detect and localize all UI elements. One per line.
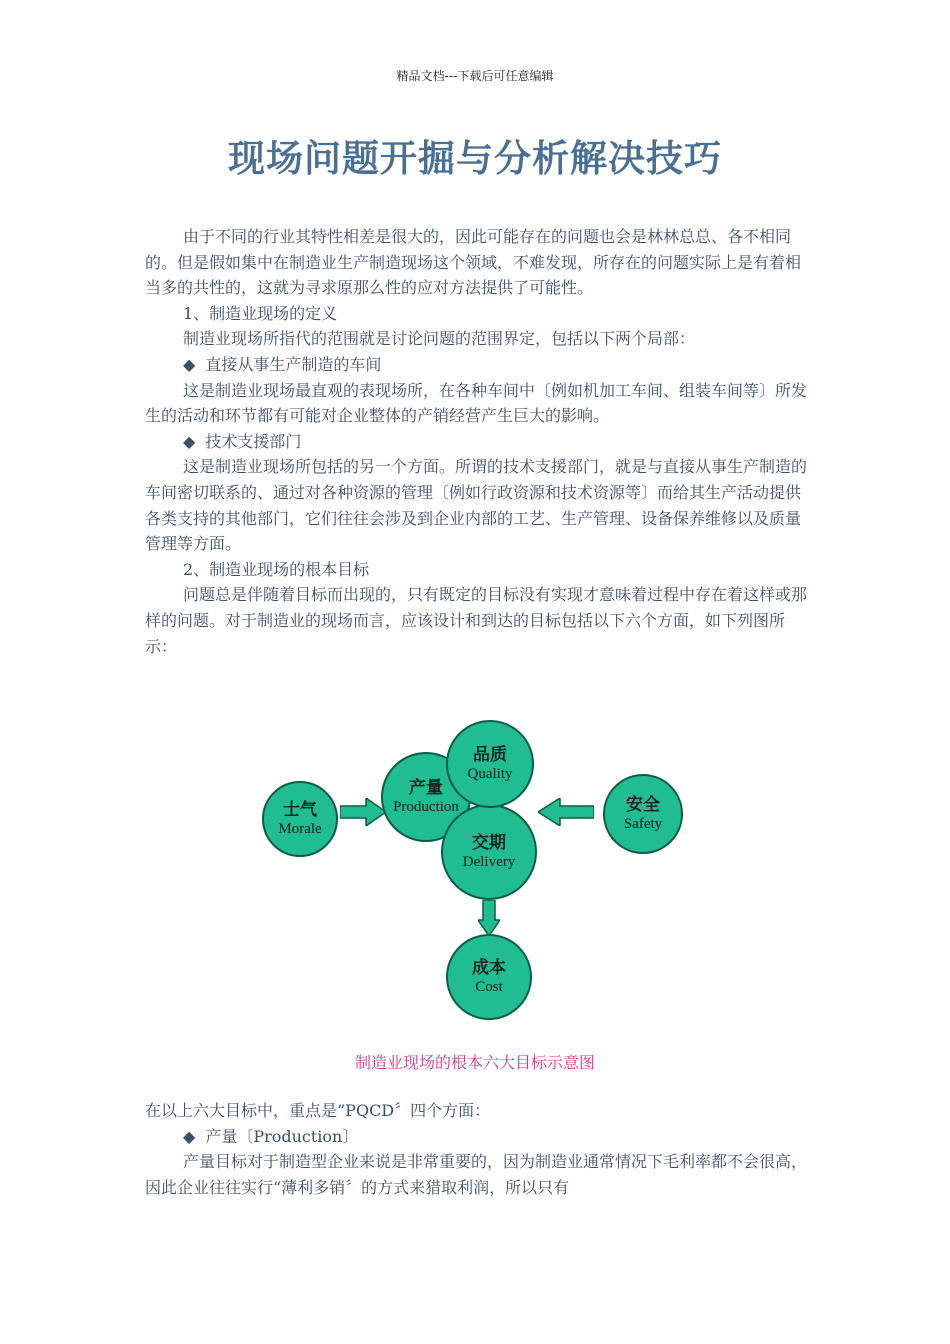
goal-delivery-zh: 交期 xyxy=(472,833,506,853)
arrow-down-icon xyxy=(478,900,500,936)
bullet-item xyxy=(145,1124,810,1150)
section2-heading: 2、制造业现场的根本目标 xyxy=(183,559,370,579)
goal-cost-zh: 成本 xyxy=(472,958,506,978)
bullet-item xyxy=(145,429,810,455)
goal-morale-zh: 士气 xyxy=(283,800,317,820)
pqcd-line: 在以上六大目标中，重点是“PQCD〞四个方面： xyxy=(145,1101,491,1120)
goal-quality xyxy=(446,720,534,808)
goal-safety-en: Safety xyxy=(623,816,663,832)
goal-quality-en: Quality xyxy=(467,766,513,782)
arrow-right-icon xyxy=(340,798,386,826)
bullet1-text: 这是制造业现场最直观的表现场所，在各种车间中〔例如机加工车间、组装车间等〕所发生的活动和环节都有可能对企业整体的产销经营产生巨大的影响。 xyxy=(145,380,808,426)
six-goals-diagram xyxy=(250,718,700,1028)
goal-cost-en: Cost xyxy=(475,979,503,995)
body-section-top xyxy=(145,224,810,659)
production-text: 产量目标对于制造型企业来说是非常重要的，因为制造业通常情况下毛利率都不会很高，因此企业往往实行“薄利多销〞的方式来猎取利润，所以只有 xyxy=(145,1152,808,1197)
header-note: 精品文档---下载后可任意编辑 xyxy=(396,69,554,83)
diamond-bullet-icon: ◆ xyxy=(183,354,196,374)
bullet3-label: 产量〔Production〕 xyxy=(205,1126,359,1146)
goal-delivery-en: Delivery xyxy=(462,854,516,870)
goal-quality-zh: 品质 xyxy=(473,745,507,765)
goal-morale xyxy=(262,781,338,857)
diamond-bullet-icon: ◆ xyxy=(183,431,196,451)
diagram-caption: 制造业现场的根本六大目标示意图 xyxy=(354,1053,595,1072)
bullet2-label: 技术支援部门 xyxy=(205,431,302,451)
goal-delivery xyxy=(441,804,537,900)
section2-text: 问题总是伴随着目标而出现的，只有既定的目标没有实现才意味着过程中存在着这样或那样的问题。对于制造业的现场而言，应该设计和到达的目标包括以下六个方面，如下列图所示： xyxy=(145,585,808,656)
goal-morale-en: Morale xyxy=(278,821,322,837)
intro-paragraph: 由于不同的行业其特性相差是很大的，因此可能存在的问题也会是林林总总、各不相同的。但是假如集中在制造业生产制造现场这个领域，不难发现，所存在的问题实际上是有着相当多的共性的，这就为寻求原那么性的应对方法提供了可能性。 xyxy=(145,227,802,298)
body-section-bottom xyxy=(145,1098,810,1200)
goal-safety-zh: 安全 xyxy=(626,795,660,815)
section1-text: 制造业现场所指代的范围就是讨论问题的范围界定，包括以下两个局部： xyxy=(183,329,696,349)
goal-cost xyxy=(446,934,532,1020)
arrow-left-icon xyxy=(538,798,594,826)
goal-production-en: Production xyxy=(393,799,459,815)
document-title: 现场问题开掘与分析解决技巧 xyxy=(228,136,722,180)
bullet2-text: 这是制造业现场所包括的另一个方面。所谓的技术支援部门，就是与直接从事生产制造的车间密切联系的、通过对各种资源的管理〔例如行政资源和技术资源等〕而给其生产活动提供各类支持的其他部门，它们往往会涉及到企业内部的工艺、生产管理、设备保养维修以及质量管理等方面。 xyxy=(145,457,808,554)
diamond-bullet-icon: ◆ xyxy=(183,1126,196,1146)
goal-production-zh: 产量 xyxy=(409,778,443,798)
bullet1-label: 直接从事生产制造的车间 xyxy=(205,354,382,374)
bullet-item xyxy=(145,352,810,378)
goal-safety xyxy=(603,774,683,854)
section1-heading: 1、制造业现场的定义 xyxy=(183,303,338,323)
